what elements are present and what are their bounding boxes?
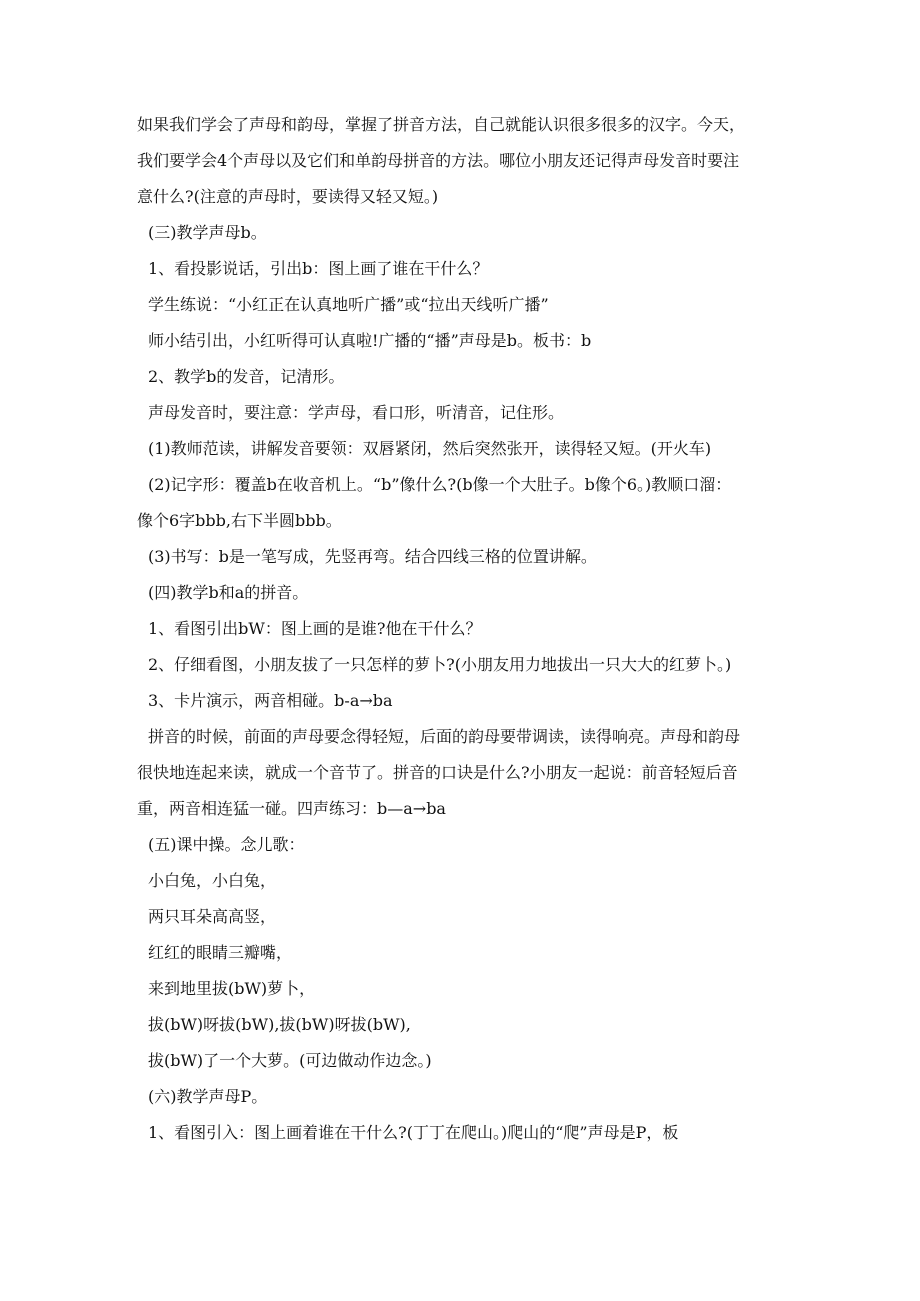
text-line: 小白兔，小白兔，	[148, 871, 277, 890]
text-line: (1)教师范读，讲解发音要领：双唇紧闭，然后突然张开，读得轻又短。(开火车)	[148, 439, 712, 458]
text-line: 师小结引出，小红听得可认真啦!广播的“播”声母是b。板书：b	[148, 331, 592, 350]
text-line: (3)书写：b是一笔写成，先竖再弯。结合四线三格的位置讲解。	[148, 547, 597, 566]
text-line: 我们要学会4个声母以及它们和单韵母拼音的方法。哪位小朋友还记得声母发音时要注	[137, 151, 740, 170]
text-line: (六)教学声母P。	[148, 1087, 268, 1106]
text-line: 两只耳朵高高竖，	[148, 907, 277, 926]
text-line: 来到地里拔(bW)萝卜，	[148, 979, 316, 998]
text-line: 红红的眼睛三瓣嘴，	[148, 943, 293, 962]
text-line: 意什么?(注意的声母时，要读得又轻又短。)	[137, 187, 439, 206]
text-line: 拼音的时候，前面的声母要念得轻短，后面的韵母要带调读，读得响亮。声母和韵母	[148, 727, 741, 746]
text-line: 3、卡片演示，两音相碰。b-a→ba	[148, 691, 393, 710]
text-line: 2、教学b的发音，记清形。	[148, 367, 345, 386]
text-line: 1、看图引出bW：图上画的是谁?他在干什么？	[148, 619, 482, 638]
text-line: (三)教学声母b。	[148, 223, 267, 242]
text-line: 如果我们学会了声母和韵母，掌握了拼音方法，自己就能认识很多很多的汉字。今天，	[137, 115, 746, 134]
text-line: 拔(bW)呀拔(bW),拔(bW)呀拔(bW),	[148, 1015, 411, 1034]
text-line: (四)教学b和a的拼音。	[148, 583, 309, 602]
text-line: 很快地连起来读，就成一个音节了。拼音的口诀是什么?小朋友一起说：前音轻短后音	[137, 763, 738, 782]
text-line: 1、看图引入：图上画着谁在干什么?(丁丁在爬山。)爬山的“爬”声母是P，板	[148, 1123, 679, 1142]
text-line: 1、看投影说话，引出b：图上画了谁在干什么？	[148, 259, 489, 278]
text-line: 学生练说：“小红正在认真地听广播”或“拉出天线听广播”	[148, 295, 549, 314]
document-body	[137, 107, 787, 1151]
text-line: 声母发音时，要注意：学声母，看口形，听清音，记住形。	[148, 403, 565, 422]
text-line: 拔(bW)了一个大萝。(可边做动作边念。)	[148, 1051, 432, 1070]
text-line: (五)课中操。念儿歌：	[148, 835, 305, 854]
text-line: 重，两音相连猛一碰。四声练习：b—a→ba	[137, 799, 446, 818]
text-line: (2)记字形：覆盖b在收音机上。“b”像什么?(b像一个大肚子。b像个6。)教顺口溜：	[148, 475, 732, 494]
text-line: 2、仔细看图，小朋友拔了一只怎样的萝卜?(小朋友用力地拔出一只大大的红萝卜。)	[148, 655, 732, 674]
text-line: 像个6字bbb,右下半圆bbb。	[137, 511, 342, 530]
